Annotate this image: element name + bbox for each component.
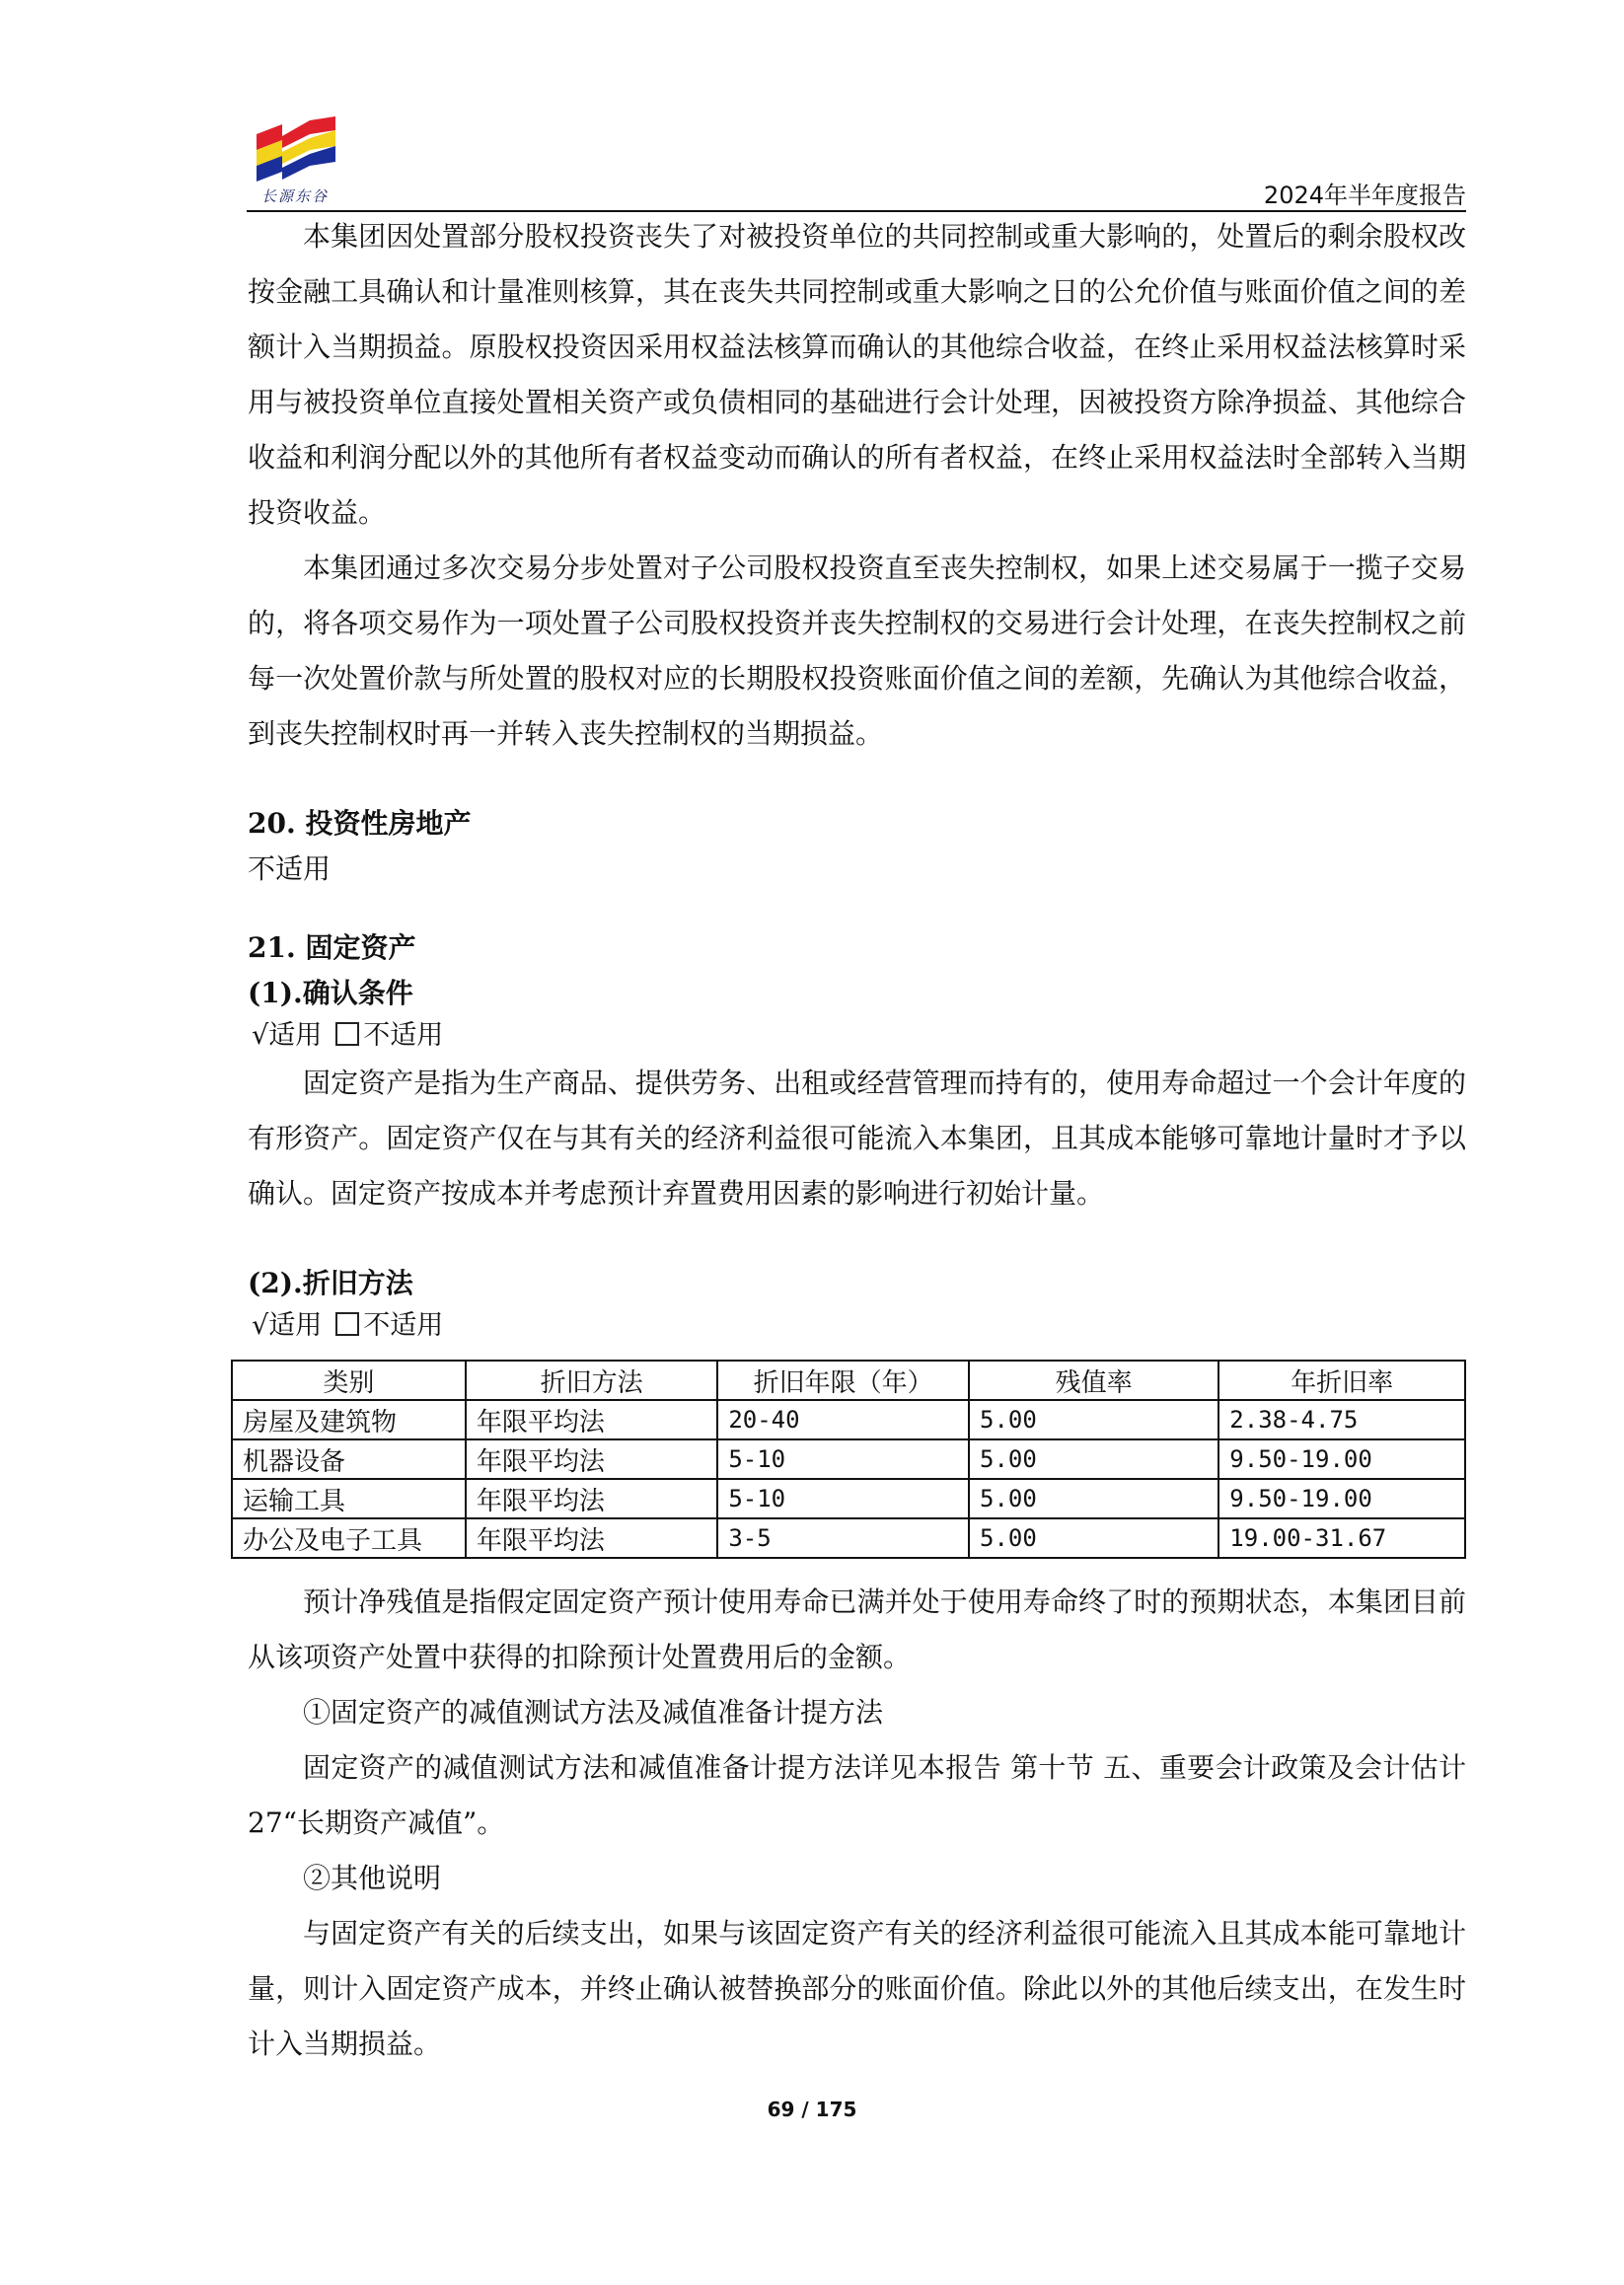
section-21-2-title: (2).折旧方法	[248, 1267, 413, 1299]
table-cell: 5.00	[969, 1439, 1218, 1479]
table-cell: 19.00-31.67	[1218, 1518, 1465, 1558]
table-cell: 年限平均法	[466, 1400, 718, 1439]
section-21-title: 21. 固定资产	[248, 931, 416, 964]
applicable-mark: √适用	[252, 1310, 323, 1341]
table-header: 类别	[232, 1361, 466, 1400]
table-row	[232, 1400, 1465, 1439]
table-cell: 房屋及建筑物	[232, 1400, 466, 1439]
depreciation-table	[231, 1360, 1466, 1559]
page-content	[248, 209, 1466, 1346]
table-cell: 5.00	[969, 1518, 1218, 1558]
subsection-impairment-title: ①固定资产的减值测试方法及减值准备计提方法	[303, 1696, 884, 1729]
table-header: 残值率	[969, 1361, 1218, 1400]
table-cell: 年限平均法	[466, 1479, 718, 1518]
table-cell: 5-10	[717, 1439, 969, 1479]
table-cell: 3-5	[717, 1518, 969, 1558]
table-cell: 9.50-19.00	[1218, 1439, 1465, 1479]
table-cell: 机器设备	[232, 1439, 466, 1479]
section-21-1-title: (1).确认条件	[248, 977, 413, 1009]
table-header: 折旧年限（年）	[717, 1361, 969, 1400]
checkbox-icon	[335, 1312, 359, 1336]
applicable-mark: √适用	[252, 1020, 323, 1051]
logo-flag-icon	[253, 116, 337, 182]
table-cell: 年限平均法	[466, 1439, 718, 1479]
paragraph-subsequent-expenditure: 与固定资产有关的后续支出，如果与该固定资产有关的经济利益很可能流入且其成本能可靠地计量，则计入固定资产成本，并终止确认被替换部分的账面价值。除此以外的其他后续支出，在发生时计入当期损益。	[248, 1917, 1466, 2060]
not-applicable-label: 不适用	[363, 1020, 444, 1051]
paragraph-disposal-partial: 本集团因处置部分股权投资丧失了对被投资单位的共同控制或重大影响的，处置后的剩余股权改按金融工具确认和计量准则核算，其在丧失共同控制或重大影响之日的公允价值与账面价值之间的差额计入当期损益。原股权投资因采用权益法核算而确认的其他综合收益，在终止采用权益法核算时采用与被投资单位直接处置相关资产或负债相同的基础进行会计处理，因被投资方除净损益、其他综合收益和利润分配以外的其他所有者权益变动而确认的所有者权益，在终止采用权益法时全部转入当期投资收益。	[248, 220, 1466, 529]
not-applicable-label: 不适用	[363, 1310, 444, 1341]
checkbox-icon	[335, 1022, 359, 1046]
table-cell: 年限平均法	[466, 1518, 718, 1558]
applicability-line-2	[248, 1306, 1466, 1346]
table-header-row	[232, 1361, 1465, 1400]
section-20-status: 不适用	[248, 852, 332, 885]
applicability-line-1	[248, 1016, 1466, 1056]
table-row	[232, 1479, 1465, 1518]
paragraph-residual-value: 预计净残值是指假定固定资产预计使用寿命已满并处于使用寿命终了时的预期状态，本集团目前从该项资产处置中获得的扣除预计处置费用后的金额。	[248, 1585, 1466, 1673]
logo-text: 长源东谷	[260, 187, 329, 205]
table-row	[232, 1439, 1465, 1479]
table-cell: 办公及电子工具	[232, 1518, 466, 1558]
paragraph-disposal-stepwise: 本集团通过多次交易分步处置对子公司股权投资直至丧失控制权，如果上述交易属于一揽子交易的，将各项交易作为一项处置子公司股权投资并丧失控制权的交易进行会计处理，在丧失控制权之前每一次处置价款与所处置的股权对应的长期股权投资账面价值之间的差额，先确认为其他综合收益，到丧失控制权时再一并转入丧失控制权的当期损益。	[248, 552, 1466, 750]
table-header: 折旧方法	[466, 1361, 718, 1400]
table-cell: 5.00	[969, 1400, 1218, 1439]
table-cell: 2.38-4.75	[1218, 1400, 1465, 1439]
table-cell: 运输工具	[232, 1479, 466, 1518]
table-cell: 9.50-19.00	[1218, 1479, 1465, 1518]
company-logo	[253, 116, 337, 205]
page-content-lower	[248, 1575, 1466, 2072]
table-cell: 5-10	[717, 1479, 969, 1518]
paragraph-impairment: 固定资产的减值测试方法和减值准备计提方法详见本报告 第十节 五、重要会计政策及会计估计 27“长期资产减值”。	[248, 1751, 1466, 1839]
table-cell: 20-40	[717, 1400, 969, 1439]
table-row	[232, 1518, 1465, 1558]
subsection-other-title: ②其他说明	[303, 1862, 442, 1894]
paragraph-recognition: 固定资产是指为生产商品、提供劳务、出租或经营管理而持有的，使用寿命超过一个会计年度的有形资产。固定资产仅在与其有关的经济利益很可能流入本集团，且其成本能够可靠地计量时才予以确认。固定资产按成本并考虑预计弃置费用因素的影响进行初始计量。	[248, 1067, 1466, 1210]
table-cell: 5.00	[969, 1479, 1218, 1518]
page-number: 69 / 175	[767, 2098, 857, 2121]
report-title: 2024年半年度报告	[1263, 182, 1466, 209]
table-header: 年折旧率	[1218, 1361, 1465, 1400]
section-20-title: 20. 投资性房地产	[248, 807, 472, 840]
